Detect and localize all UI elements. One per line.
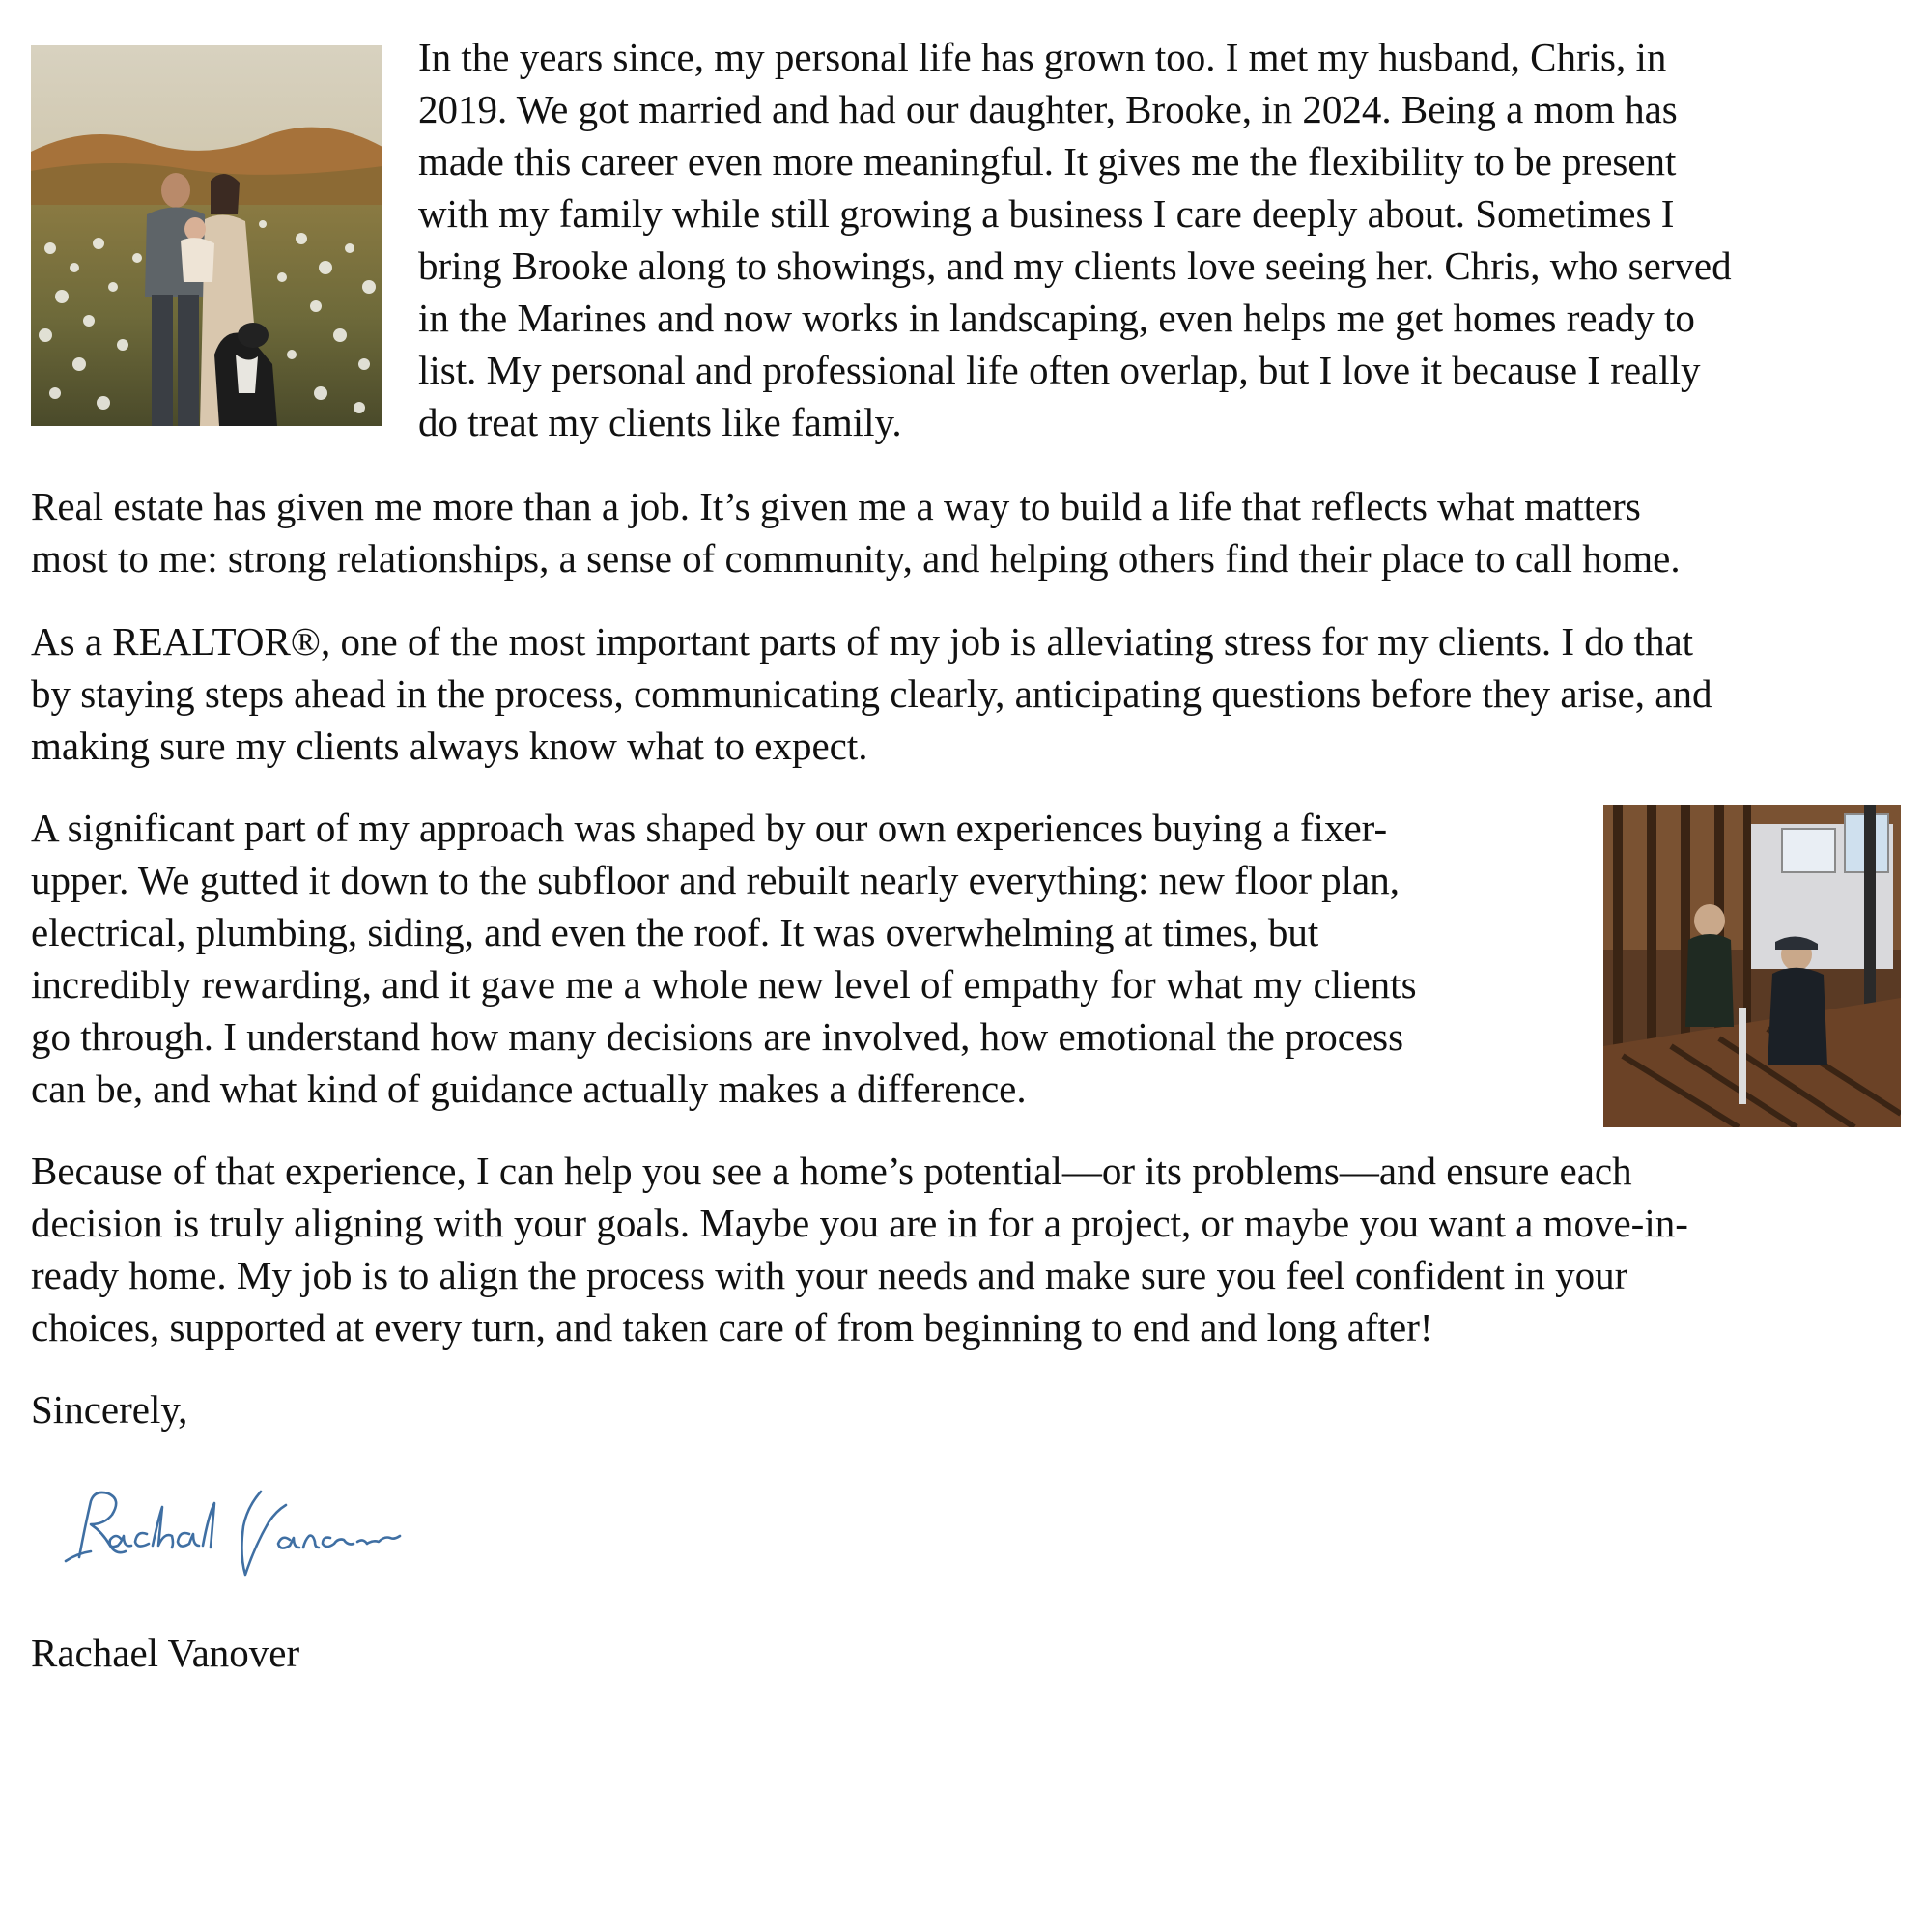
signature	[58, 1468, 444, 1594]
paragraph-line: decision is truly aligning with your goals. Maybe you are in for a project, or maybe you want a move-in-	[31, 1201, 1688, 1245]
closing	[31, 1383, 187, 1435]
paragraph-family	[418, 31, 1906, 448]
paragraph-line: do treat my clients like family.	[418, 400, 902, 444]
paragraph-potential	[31, 1145, 1905, 1353]
signature-graphic	[58, 1468, 444, 1594]
paragraph-line: Because of that experience, I can help you see a home’s potential—or its problems—and ensure each	[31, 1149, 1632, 1193]
renovation-photo-image	[1603, 805, 1901, 1127]
paragraph-line: can be, and what kind of guidance actually makes a difference.	[31, 1066, 1027, 1111]
paragraph-line: making sure my clients always know what to expect.	[31, 724, 868, 768]
paragraph-line: go through. I understand how many decisions are involved, how emotional the process	[31, 1014, 1404, 1059]
paragraph-line: choices, supported at every turn, and taken care of from beginning to end and long after!	[31, 1305, 1433, 1350]
paragraph-line: list. My personal and professional life often overlap, but I love it because I really	[418, 348, 1701, 392]
paragraph-line: in the Marines and now works in landscaping, even helps me get homes ready to	[418, 296, 1695, 340]
paragraph-line: ready home. My job is to align the process with your needs and make sure you feel confident in your	[31, 1253, 1628, 1297]
paragraph-line: Real estate has given me more than a job. It’s given me a way to build a life that reflects what matters	[31, 484, 1641, 528]
paragraph-line: 2019. We got married and had our daughter, Brooke, in 2024. Being a mom has	[418, 87, 1678, 131]
family-photo	[31, 45, 382, 426]
signer-name-text: Rachael Vanover	[31, 1631, 300, 1675]
paragraph-life	[31, 480, 1905, 584]
renovation-photo	[1603, 805, 1901, 1127]
paragraph-line: electrical, plumbing, siding, and even the roof. It was overwhelming at times, but	[31, 910, 1319, 954]
paragraph-line: incredibly rewarding, and it gave me a whole new level of empathy for what my clients	[31, 962, 1417, 1007]
paragraph-line: by staying steps ahead in the process, communicating clearly, anticipating questions before they arise, and	[31, 671, 1712, 716]
signer-name	[31, 1627, 299, 1679]
paragraph-fixer	[31, 802, 1576, 1115]
closing-text: Sincerely,	[31, 1387, 188, 1432]
paragraph-line: As a REALTOR®, one of the most important parts of my job is alleviating stress for my clients. I do that	[31, 619, 1694, 664]
family-photo-image	[31, 45, 382, 426]
paragraph-line: In the years since, my personal life has grown too. I met my husband, Chris, in	[418, 35, 1667, 79]
paragraph-line: bring Brooke along to showings, and my clients love seeing her. Chris, who served	[418, 243, 1732, 288]
paragraph-line: A significant part of my approach was shaped by our own experiences buying a fixer-	[31, 806, 1388, 850]
paragraph-realtor	[31, 615, 1905, 772]
paragraph-line: with my family while still growing a business I care deeply about. Sometimes I	[418, 191, 1675, 236]
paragraph-line: upper. We gutted it down to the subfloor and rebuilt nearly everything: new floor plan,	[31, 858, 1400, 902]
paragraph-line: made this career even more meaningful. It gives me the flexibility to be present	[418, 139, 1677, 184]
paragraph-line: most to me: strong relationships, a sense of community, and helping others find their place to call home.	[31, 536, 1681, 581]
